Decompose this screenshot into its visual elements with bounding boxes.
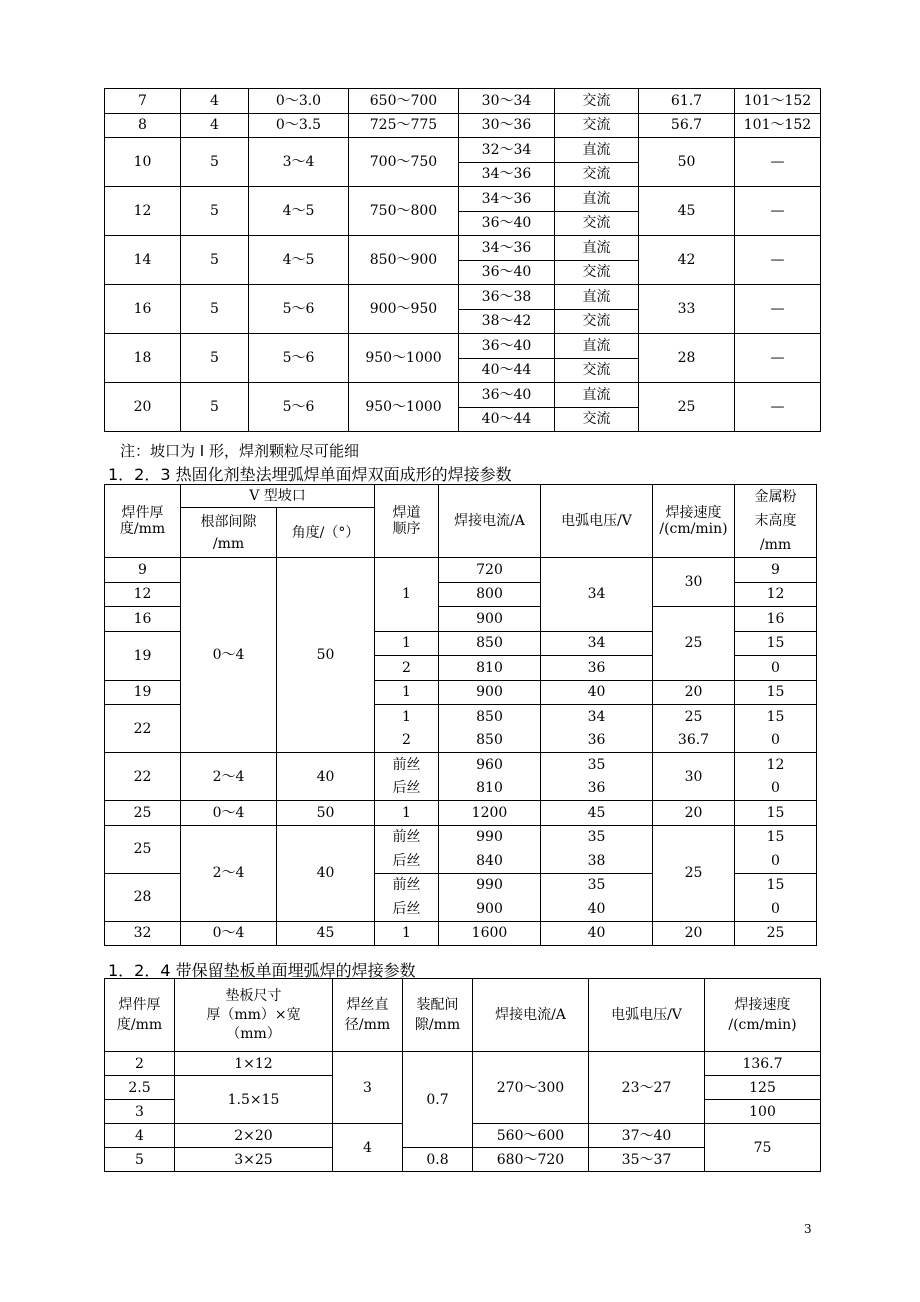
table-row: 25 2～4 40 前丝 990 35 25 15 xyxy=(105,825,817,849)
header-assembly-gap: 装配间 隙/mm xyxy=(403,979,473,1052)
page-number: 3 xyxy=(804,1222,812,1236)
table-row: 后丝 810 36 0 xyxy=(105,777,817,801)
table-row: 19 1 900 40 20 15 xyxy=(105,680,817,705)
table-header-row xyxy=(105,979,821,1052)
table-row: 7 4 0～3.0 650～700 30～34 交流 61.7 101～152 xyxy=(105,89,821,114)
table-row: 5 3×25 0.8 680～720 35～37 xyxy=(105,1148,821,1172)
header-speed: 焊接速度 /(cm/min) xyxy=(653,485,735,558)
header-voltage: 电弧电压/V xyxy=(589,979,705,1052)
table-row: 38～42 交流 xyxy=(105,309,821,334)
header-voltage: 电弧电压/V xyxy=(541,485,653,558)
table-row: 3 100 xyxy=(105,1100,821,1124)
header-current: 焊接电流/A xyxy=(439,485,541,558)
table-row: 4 2×20 4 560～600 37～40 75 xyxy=(105,1124,821,1148)
table-row: 12 800 12 xyxy=(105,582,817,607)
table-row: 19 1 850 34 15 xyxy=(105,631,817,656)
table-row: 20 5 5～6 950～1000 36～40 直流 25 — xyxy=(105,383,821,408)
table-row: 40～44 交流 xyxy=(105,358,821,383)
table-row: 22 2～4 40 前丝 960 35 30 12 xyxy=(105,753,817,777)
header-v-groove: V 型坡口 xyxy=(181,485,375,508)
table-row: 8 4 0～3.5 725～775 30～36 交流 56.7 101～152 xyxy=(105,113,821,138)
table-row: 14 5 4～5 850～900 34～36 直流 42 — xyxy=(105,236,821,261)
table-row: 25 0～4 50 1 1200 45 20 15 xyxy=(105,801,817,826)
header-thickness: 焊件厚 度/mm xyxy=(105,979,175,1052)
table-row: 10 5 3～4 700～750 32～34 直流 50 — xyxy=(105,138,821,163)
table-row: 32 0～4 45 1 1600 40 20 25 xyxy=(105,921,817,946)
header-powder-height: 金属粉 末高度 /mm xyxy=(735,485,817,558)
table-row: 36～40 交流 xyxy=(105,260,821,285)
header-root-gap: 根部间隙 /mm xyxy=(181,508,277,558)
header-backing-plate: 垫板尺寸 厚（mm）×宽 （mm） xyxy=(175,979,333,1052)
table-row: 34～36 交流 xyxy=(105,162,821,187)
table-row: 9 0～4 50 1 720 34 30 9 xyxy=(105,558,817,583)
table-row: 16 5 5～6 900～950 36～38 直流 33 — xyxy=(105,285,821,310)
table-row: 后丝 840 38 0 xyxy=(105,849,817,873)
table-row: 40～44 交流 xyxy=(105,407,821,432)
table-submerged-arc-params xyxy=(104,88,821,432)
header-current: 焊接电流/A xyxy=(473,979,589,1052)
table-row: 2 1×12 3 0.7 270～300 23～27 136.7 xyxy=(105,1052,821,1076)
section-title-1-2-4: 1．2．4 带保留垫板单面埋弧焊的焊接参数 xyxy=(108,961,416,980)
table-row: 18 5 5～6 950～1000 36～40 直流 28 — xyxy=(105,334,821,359)
header-angle: 角度/（°） xyxy=(277,508,375,558)
table-row: 12 5 4～5 750～800 34～36 直流 45 — xyxy=(105,187,821,212)
table-row: 2.5 1.5×15 125 xyxy=(105,1076,821,1100)
header-thickness: 焊件厚 度/mm xyxy=(105,485,181,558)
header-speed: 焊接速度 /(cm/min) xyxy=(705,979,821,1052)
table-row: 2 810 36 0 xyxy=(105,656,817,681)
table-row: 36～40 交流 xyxy=(105,211,821,236)
table-row: 28 前丝 990 35 15 xyxy=(105,873,817,897)
table-row: 2 850 36 36.7 0 xyxy=(105,729,817,753)
table-hot-curing-backing-params xyxy=(104,484,817,946)
header-pass: 焊道 顺序 xyxy=(375,485,439,558)
table-row: 22 1 850 34 25 15 xyxy=(105,705,817,729)
table-note: 注：坡口为 I 形，焊剂颗粒尽可能细 xyxy=(120,442,359,460)
table-header-row xyxy=(105,485,817,508)
table-row: 16 900 25 16 xyxy=(105,607,817,632)
table-row: 后丝 900 40 0 xyxy=(105,897,817,921)
section-title-1-2-3: 1．2．3 热固化剂垫法埋弧焊单面焊双面成形的焊接参数 xyxy=(108,465,512,484)
table-retained-backing-params xyxy=(104,978,821,1172)
header-wire-diameter: 焊丝直 径/mm xyxy=(333,979,403,1052)
